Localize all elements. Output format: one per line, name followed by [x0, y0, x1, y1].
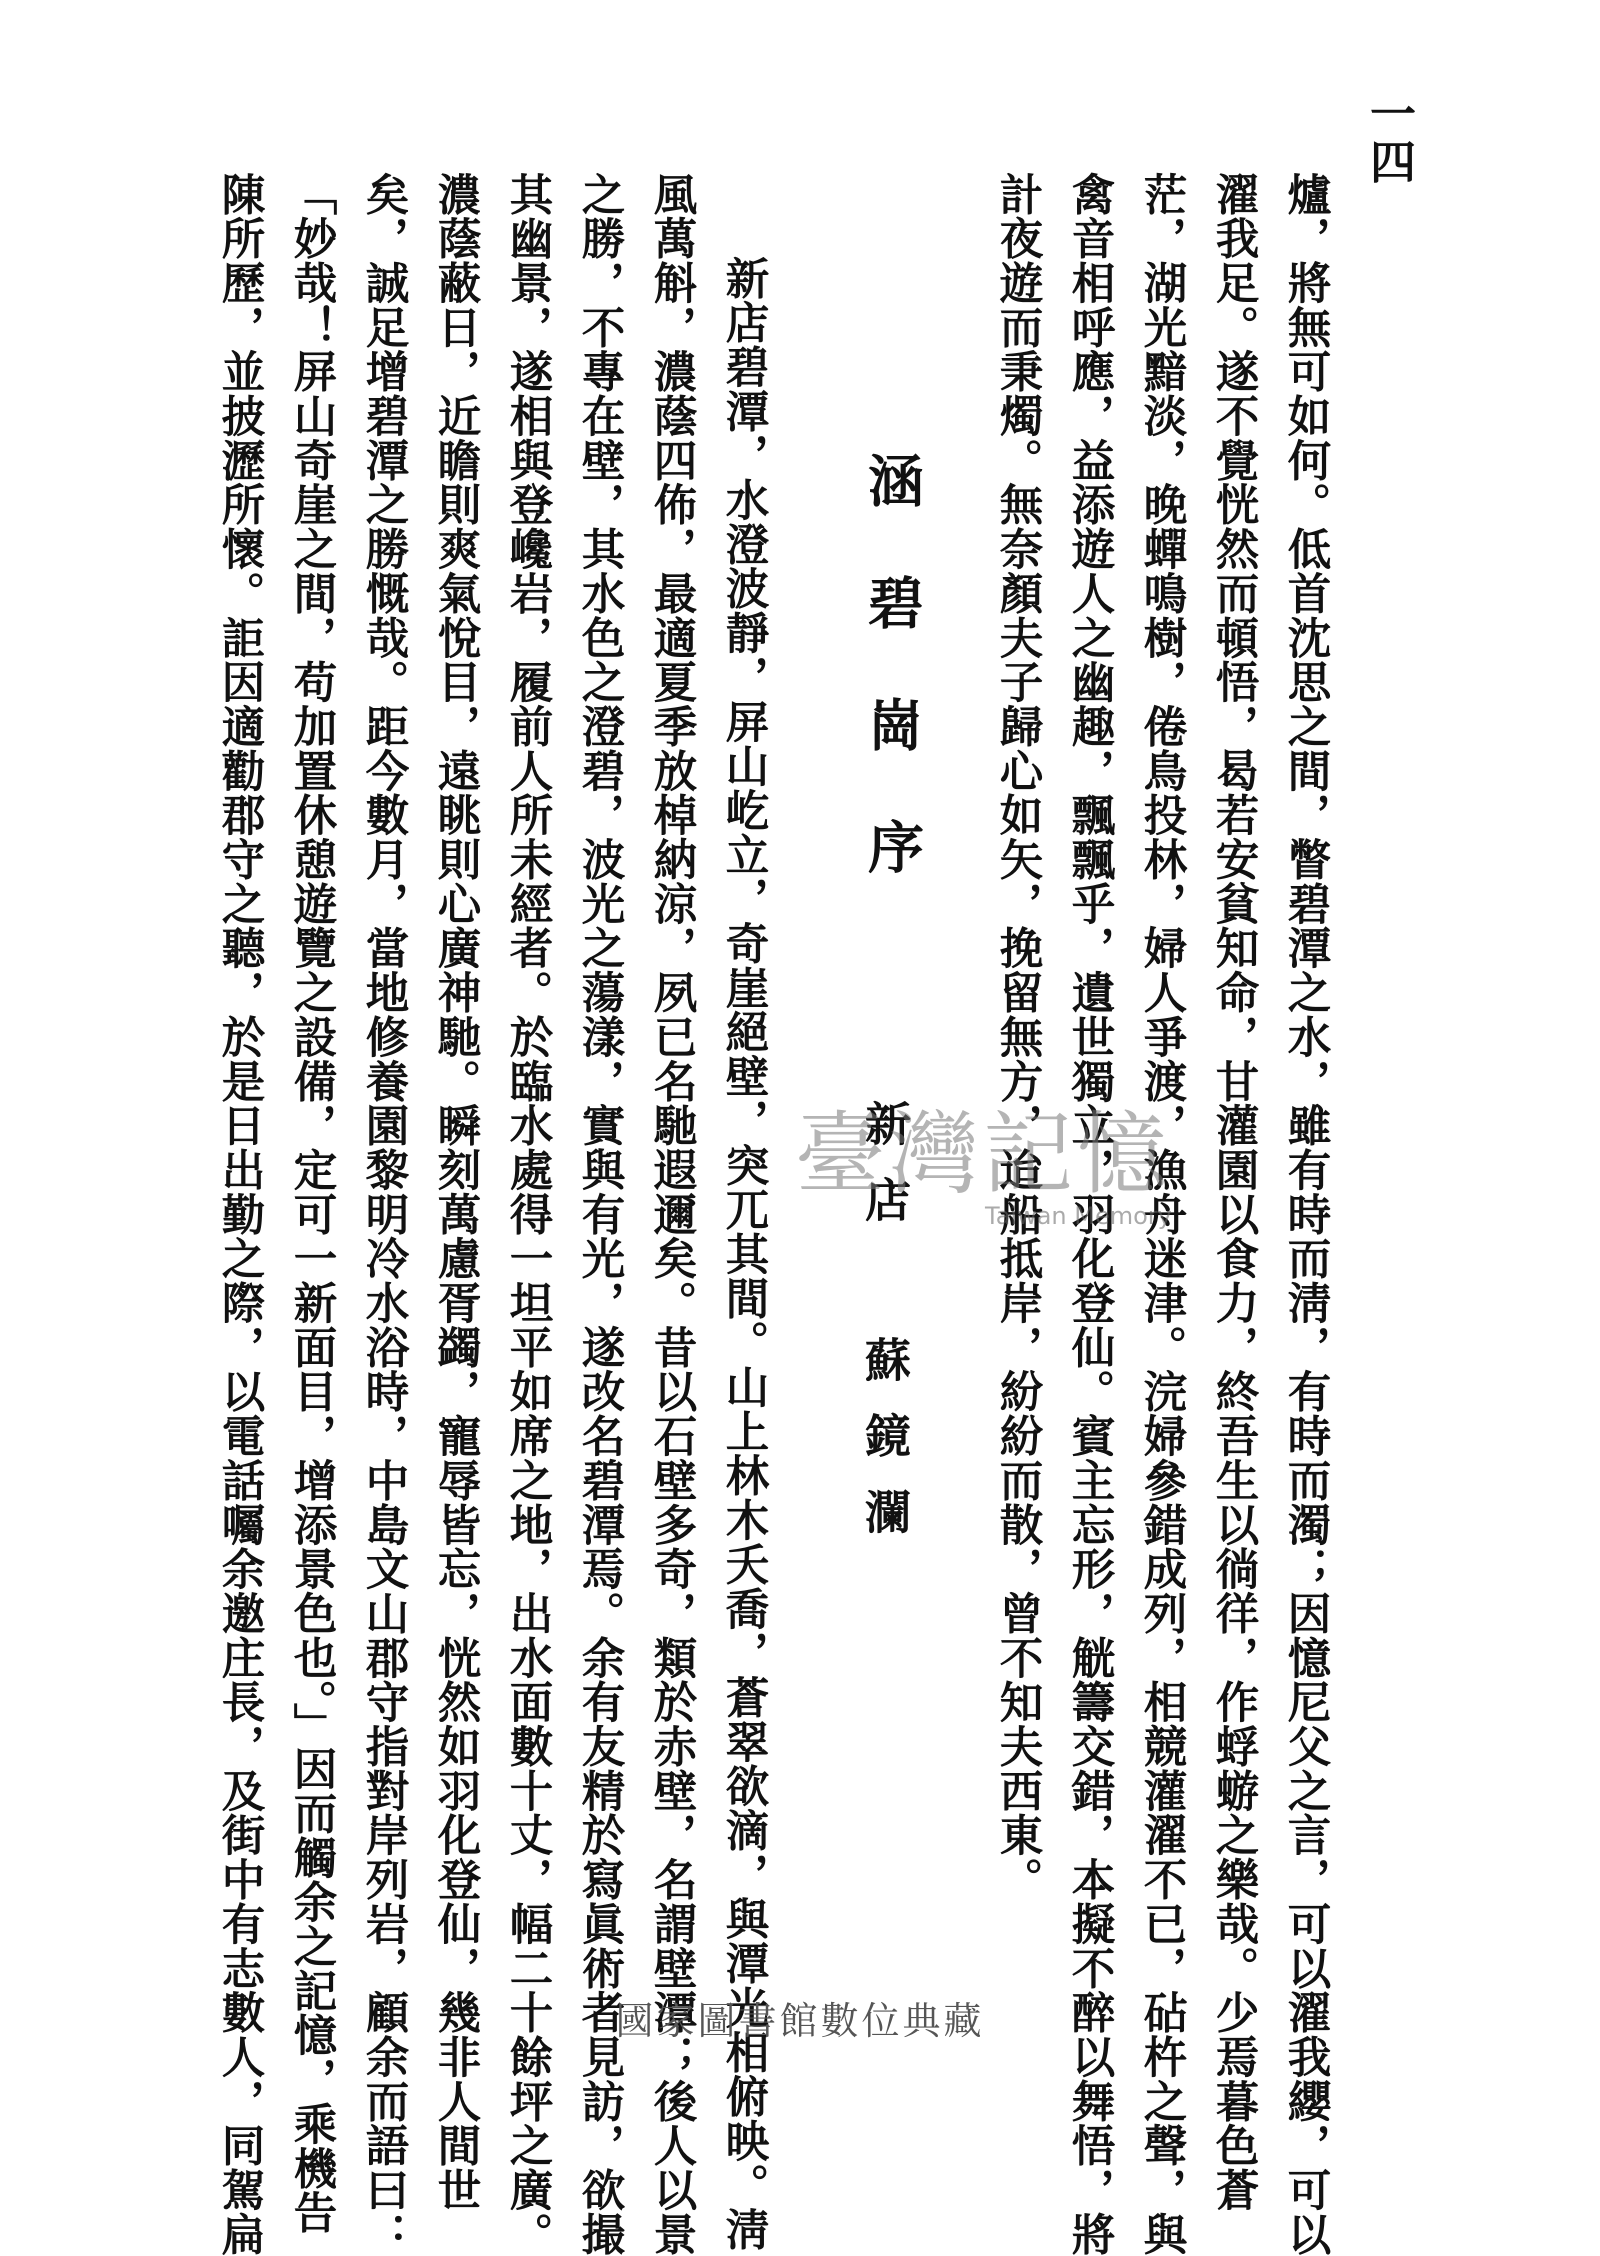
text-column: 其幽景，遂相與登巉岩，履前人所未經者。於臨水處得一坦平如席之地，出水面數十丈，幅二十餘坪之廣。	[502, 172, 554, 2256]
text-column: 茫，湖光黯淡，晚蟬鳴樹，倦鳥投林，婦人爭渡，漁舟迷津。浣婦參錯成列，相競灌濯不已，砧杵之聲，與	[1136, 172, 1188, 2256]
text-column: 濯我足。遂不覺恍然而頓悟，曷若安貧知命，甘灌園以食力，終吾生以徜徉，作蜉蝣之樂哉。少焉暮色蒼	[1208, 172, 1260, 2213]
text-column: 風萬斛，濃蔭四佈，最適夏季放棹納涼，夙已名馳遐邇矣。昔以石壁多奇，類於赤壁，名謂壁潭；後人以景	[646, 172, 698, 2256]
footer-caption: 國家圖書館數位典藏	[615, 1999, 985, 2043]
text-column: 矣，誠足增碧潭之勝慨哉。距今數月，當地修養園黎明冷水浴時，中島文山郡守指對岸列岩，顧余而語曰：	[358, 172, 410, 2256]
text-column: 「妙哉！屏山奇崖之間，苟加置休憩遊覽之設備，定可一新面目，增添景色也。」因而觸余之記憶，乘機告	[286, 172, 338, 2235]
text-column: 爐，將無可如何。低首沈思之間，瞥碧潭之水，雖有時而淸，有時而濁；因憶尼父之言，可以濯我纓，可以	[1280, 172, 1332, 2256]
text-column: 陳所歷，並披瀝所懷。詎因適勸郡守之聽，於是日出勤之際，以電話囑余邀庄長，及街中有志數人，同駕扁	[214, 172, 266, 2256]
watermark	[795, 1102, 1255, 1230]
page-number: 一四	[1363, 90, 1417, 186]
watermark-chinese: 臺灣記憶	[795, 1102, 1171, 1207]
text-column: 新店碧潭，水澄波靜，屏山屹立，奇崖絕壁，突兀其間。山上林木夭喬，蒼翠欲滴，與潭光相俯映。淸	[718, 256, 770, 2252]
article-author: 新店 蘇鏡瀾	[858, 1100, 912, 1564]
watermark-english: Taiwan Memory	[985, 1202, 1172, 1230]
text-column: 濃蔭蔽日，近瞻則爽氣悅目，遠眺則心廣神馳。瞬刻萬慮胥蠲，寵辱皆忘，恍然如羽化登仙，幾非人間世	[430, 172, 482, 2213]
text-column: 禽音相呼應，益添遊人之幽趣，飄飄乎，遺世獨立，羽化登仙。賓主忘形，觥籌交錯，本擬不醉以舞悟，將	[1064, 172, 1116, 2256]
article-title: 涵碧崗序	[859, 452, 925, 940]
text-column: 計夜遊而秉燭。無奈顏夫子歸心如矢，挽留無方，迨船抵岸，紛紛而散，曾不知夫西東。	[992, 172, 1044, 1902]
text-column: 之勝，不專在壁，其水色之澄碧，波光之蕩漾，實與有光，遂改名碧潭焉。余有友精於寫眞術者見訪，欲撮	[574, 172, 626, 2256]
